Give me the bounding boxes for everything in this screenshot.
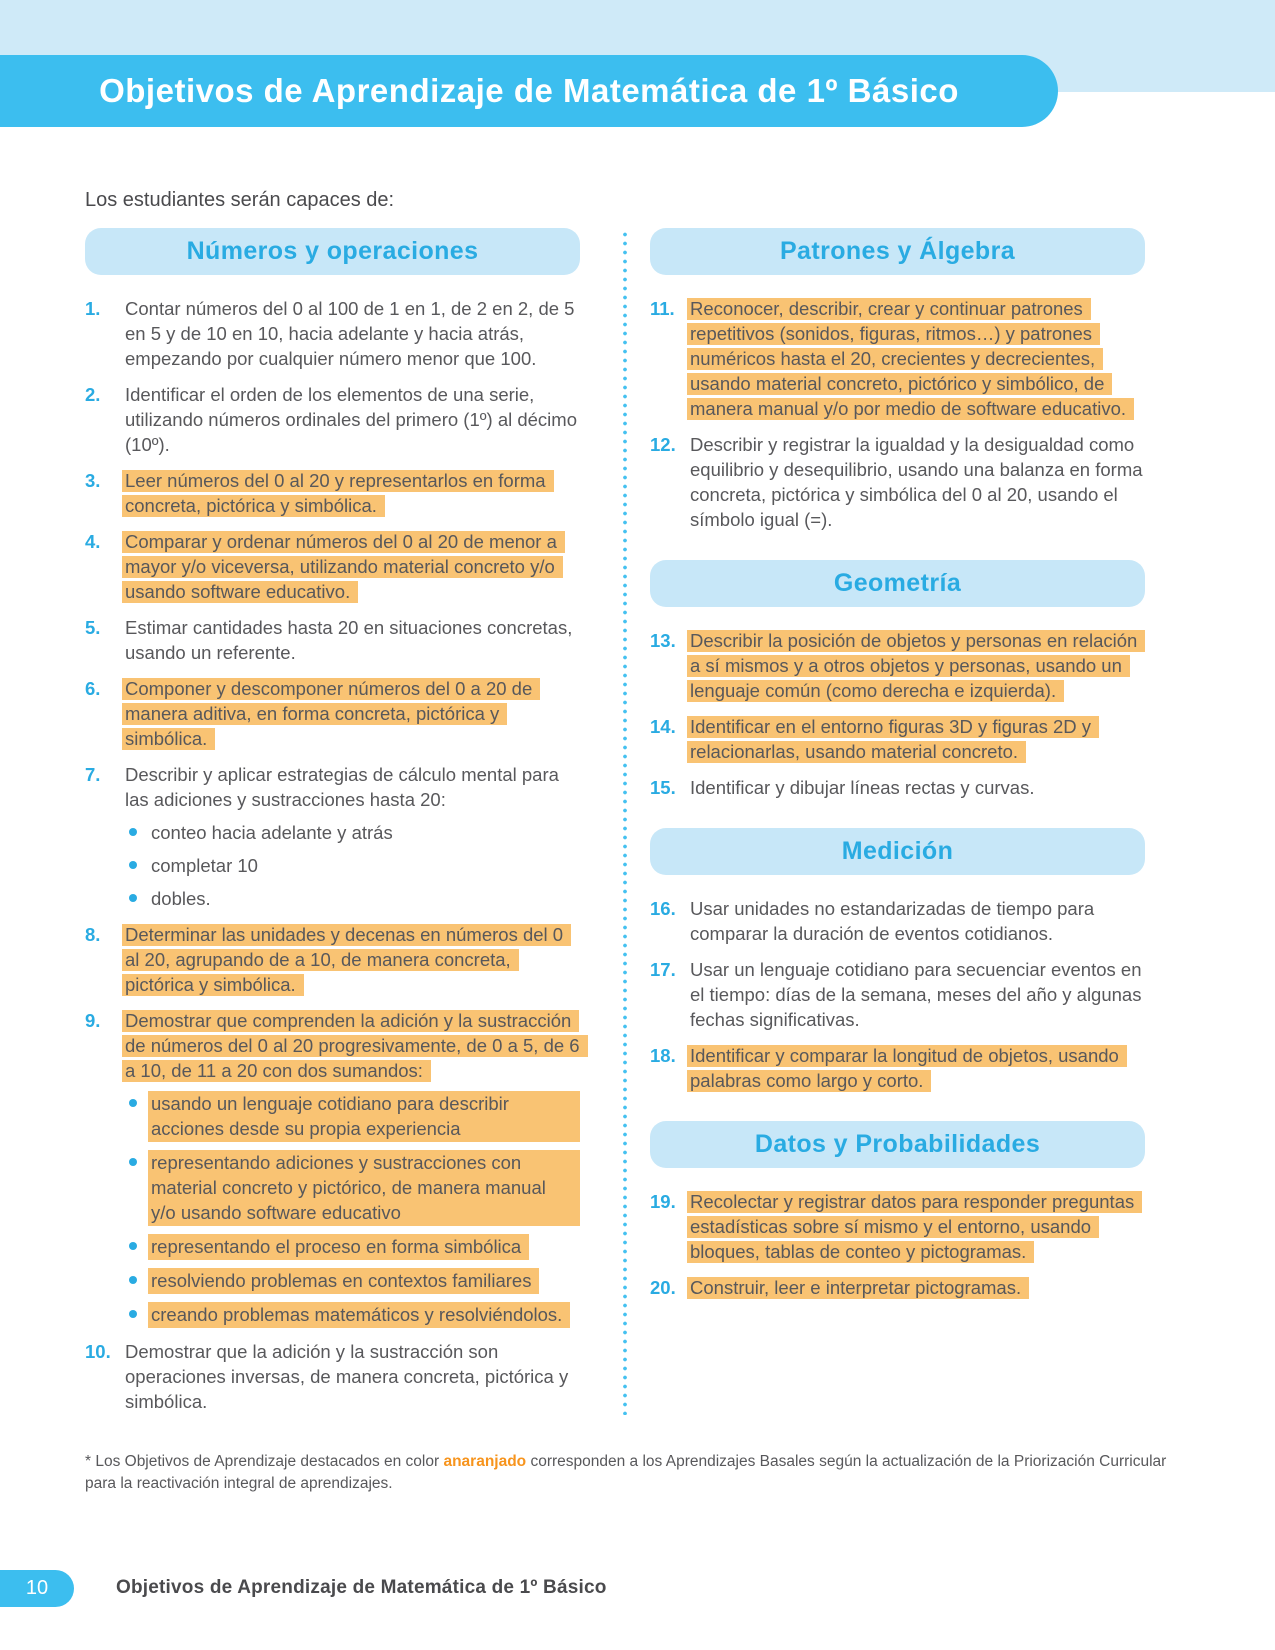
item-text: Usar un lenguaje cotidiano para secuenciar eventos en el tiempo: días de la semana, meses del año y algunas fechas significativas.: [690, 959, 1142, 1030]
section-header: [85, 228, 580, 275]
bullet-text: dobles.: [151, 888, 211, 909]
list-item: [85, 1008, 580, 1328]
bullet-item: [125, 1302, 580, 1328]
list-item: [85, 762, 580, 911]
item-text: Identificar en el entorno figuras 3D y figuras 2D y relacionarlas, usando material concreto.: [687, 716, 1099, 763]
item-number: 6.: [85, 678, 101, 699]
list-item: [650, 1043, 1145, 1093]
footnote-suffix: corresponden a los Aprendizajes Basales según la actualización de la Priorización Curricular para la reactivación integral de aprendizajes.: [85, 1453, 1167, 1492]
item-number: 5.: [85, 617, 101, 638]
list-item: [650, 714, 1145, 764]
list-item: [650, 896, 1145, 946]
list-item: [85, 296, 580, 371]
item-text: Describir y registrar la igualdad y la desigualdad como equilibrio y desequilibrio, usando una balanza en forma concreta, pictórica y simbólica del 0 al 20, usando el símbolo igual (=).: [690, 434, 1143, 530]
item-number: 13.: [650, 630, 676, 651]
list-item: [650, 1189, 1145, 1264]
bullet-text: representando adiciones y sustracciones con material concreto y pictórico, de manera manual y/o usando software educativo: [148, 1150, 580, 1226]
bullet-text: usando un lenguaje cotidiano para describir acciones desde su propia experiencia: [148, 1091, 580, 1142]
list-item: [85, 676, 580, 751]
item-body: [690, 628, 1145, 703]
bullet-item: [125, 853, 580, 878]
item-number: 4.: [85, 531, 101, 552]
bullet-text: conteo hacia adelante y atrás: [151, 822, 393, 843]
bullet-icon: [129, 1158, 137, 1166]
bullet-text: creando problemas matemáticos y resolviéndolos.: [148, 1302, 570, 1328]
two-column-layout: [85, 228, 1145, 1425]
item-number: 16.: [650, 898, 676, 919]
bullet-item: [125, 1091, 580, 1142]
item-body: [125, 922, 580, 997]
dotted-separator: [623, 232, 627, 1415]
item-text: Identificar y comparar la longitud de objetos, usando palabras como largo y corto.: [687, 1045, 1127, 1092]
item-text: Comparar y ordenar números del 0 al 20 de menor a mayor y/o viceversa, utilizando material concreto y/o usando software educativo.: [122, 531, 565, 603]
footnote-orange-word: anaranjado: [443, 1453, 527, 1470]
item-number: 14.: [650, 716, 676, 737]
footer-title: Objetivos de Aprendizaje de Matemática de 1º Básico: [116, 1577, 607, 1598]
page-content: [0, 127, 1275, 1495]
item-body: [690, 432, 1145, 532]
section-header: [650, 228, 1145, 275]
item-body: [690, 1189, 1145, 1264]
page-number: 10: [25, 1577, 49, 1599]
item-number: 8.: [85, 924, 101, 945]
item-body: [125, 296, 580, 371]
intro-text: Los estudiantes serán capaces de:: [85, 189, 395, 211]
item-number: 17.: [650, 959, 676, 980]
section-title: Patrones y Álgebra: [779, 237, 1016, 265]
section-header: [650, 1121, 1145, 1168]
item-number: 2.: [85, 384, 101, 405]
left-column: [85, 228, 580, 1425]
list-item: [650, 957, 1145, 1032]
footnote: [85, 1451, 1193, 1495]
bullet-icon: [129, 894, 137, 902]
list-item: [650, 296, 1145, 421]
item-body: [690, 1043, 1145, 1093]
list-item: [85, 382, 580, 457]
item-text: Estimar cantidades hasta 20 en situaciones concretas, usando un referente.: [125, 617, 573, 663]
section-header: [650, 828, 1145, 875]
item-text: Contar números del 0 al 100 de 1 en 1, de 2 en 2, de 5 en 5 y de 10 en 10, hacia adelante y hacia atrás, empezando por cualquier número menor que 100.: [125, 298, 575, 369]
section: [650, 828, 1145, 1093]
item-body: [690, 957, 1145, 1032]
bullet-icon: [129, 1310, 137, 1318]
bullet-item: [125, 1150, 580, 1226]
list-item: [650, 628, 1145, 703]
item-number: 7.: [85, 764, 101, 785]
item-number: 20.: [650, 1277, 676, 1298]
item-text: Usar unidades no estandarizadas de tiempo para comparar la duración de eventos cotidianos.: [690, 898, 1095, 944]
right-column: [650, 228, 1145, 1425]
item-body: [125, 529, 580, 604]
item-body: [690, 1275, 1145, 1300]
item-number: 18.: [650, 1045, 676, 1066]
item-text: Reconocer, describir, crear y continuar patrones repetitivos (sonidos, figuras, ritmos…) y patrones numéricos hasta el 20, crecientes y decrecientes, usando material concreto, pictórico y simbólico, de manera manual y/o por medio de software educativo.: [687, 298, 1134, 420]
item-text: Construir, leer e interpretar pictogramas.: [687, 1277, 1029, 1299]
item-body: [690, 714, 1145, 764]
list-item: [85, 1339, 580, 1414]
bullet-icon: [129, 1099, 137, 1107]
item-text: Describir la posición de objetos y personas en relación a sí mismos y a otros objetos y personas, usando un lenguaje común (como derecha e izquierda).: [687, 630, 1145, 702]
item-number: 1.: [85, 298, 101, 319]
item-number: 19.: [650, 1191, 676, 1212]
item-body: [125, 762, 580, 911]
item-text: Demostrar que comprenden la adición y la sustracción de números del 0 al 20 progresivamente, de 0 a 5, de 6 a 10, de 11 a 20 con dos sumandos:: [122, 1010, 588, 1082]
bullet-icon: [129, 828, 137, 836]
section-title: Geometría: [833, 569, 962, 597]
item-body: [690, 775, 1145, 800]
column-gap: [580, 228, 650, 1425]
item-number: 3.: [85, 470, 101, 491]
page-title: Objetivos de Aprendizaje de Matemática de 1º Básico: [99, 72, 959, 109]
bullet-text: resolviendo problemas en contextos familiares: [148, 1268, 539, 1294]
item-number: 10.: [85, 1341, 111, 1362]
bullet-item: [125, 886, 580, 911]
item-number: 12.: [650, 434, 676, 455]
list-item: [650, 1275, 1145, 1300]
bullet-icon: [129, 861, 137, 869]
section-title: Medición: [841, 837, 954, 865]
bullet-text: representando el proceso en forma simbólica: [148, 1234, 529, 1260]
page-footer: [0, 1570, 1275, 1610]
list-item: [85, 615, 580, 665]
section: [85, 228, 580, 1414]
list-item: [85, 529, 580, 604]
bullet-item: [125, 820, 580, 845]
bullet-text: completar 10: [151, 855, 258, 876]
list-item: [85, 922, 580, 997]
item-number: 11.: [650, 298, 675, 319]
item-text: Identificar y dibujar líneas rectas y curvas.: [690, 777, 1035, 798]
item-body: [125, 1339, 580, 1414]
page-number-badge: [0, 1570, 74, 1607]
item-text: Describir y aplicar estrategias de cálculo mental para las adiciones y sustracciones hasta 20:: [125, 764, 559, 810]
section: [650, 228, 1145, 532]
list-item: [650, 432, 1145, 532]
bullet-item: [125, 1234, 580, 1260]
item-text: Componer y descomponer números del 0 a 20 de manera aditiva, en forma concreta, pictórica y simbólica.: [122, 678, 540, 750]
bullet-icon: [129, 1242, 137, 1250]
item-number: 9.: [85, 1010, 101, 1031]
item-body: [125, 468, 580, 518]
section-title: Datos y Probabilidades: [754, 1130, 1041, 1158]
item-text: Leer números del 0 al 20 y representarlos en forma concreta, pictórica y simbólica.: [122, 470, 554, 517]
item-body: [125, 615, 580, 665]
item-body: [690, 896, 1145, 946]
bullet-item: [125, 1268, 580, 1294]
item-text: Determinar las unidades y decenas en números del 0 al 20, agrupando de a 10, de manera concreta, pictórica y simbólica.: [122, 924, 571, 996]
item-body: [125, 382, 580, 457]
list-item: [85, 468, 580, 518]
item-body: [125, 1008, 580, 1328]
item-number: 15.: [650, 777, 676, 798]
item-body: [125, 676, 580, 751]
item-text: Demostrar que la adición y la sustracción son operaciones inversas, de manera concreta, pictórica y simbólica.: [125, 1341, 569, 1412]
page-title-bar: [0, 55, 1058, 127]
bullet-icon: [129, 1276, 137, 1284]
item-text: Recolectar y registrar datos para responder preguntas estadísticas sobre sí mismo y el entorno, usando bloques, tablas de conteo y pictogramas.: [687, 1191, 1142, 1263]
footnote-prefix: * Los Objetivos de Aprendizaje destacados en color: [85, 1453, 444, 1470]
section-header: [650, 560, 1145, 607]
section: [650, 560, 1145, 800]
item-text: Identificar el orden de los elementos de una serie, utilizando números ordinales del primero (1º) al décimo (10º).: [125, 384, 577, 455]
list-item: [650, 775, 1145, 800]
section-title: Números y operaciones: [186, 237, 479, 265]
section: [650, 1121, 1145, 1300]
item-body: [690, 296, 1145, 421]
